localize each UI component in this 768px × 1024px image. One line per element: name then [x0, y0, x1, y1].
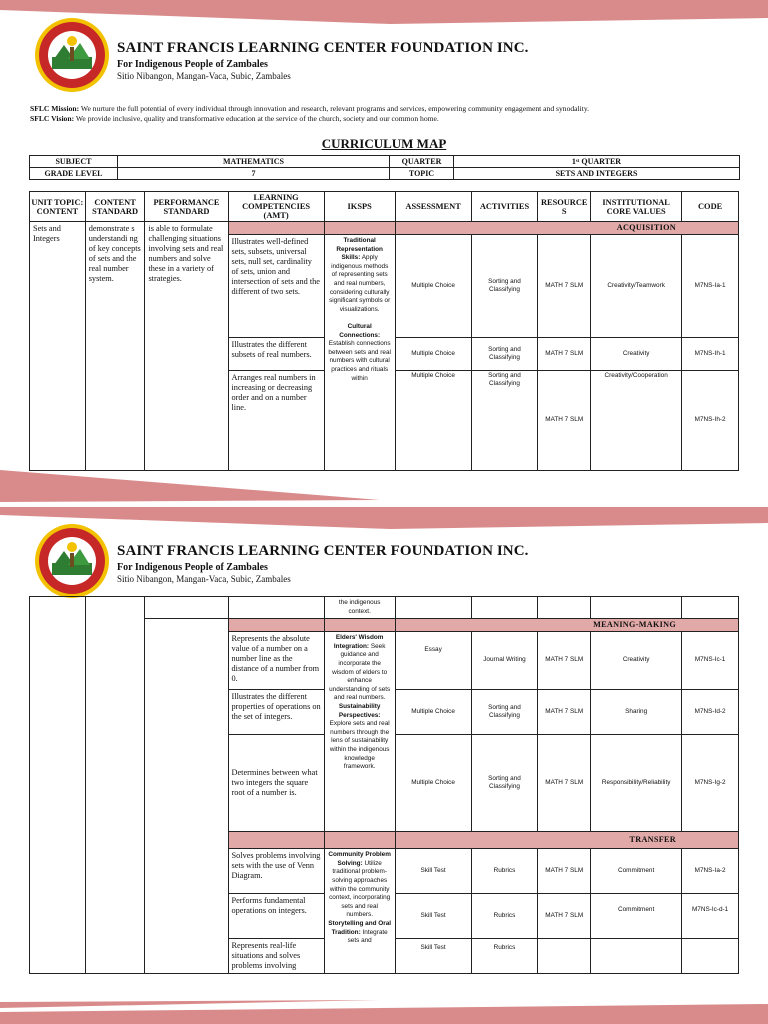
- column-header-performance: PERFORMANCE STANDARD: [145, 192, 228, 222]
- content-standard-cell: [85, 597, 145, 974]
- vision-label: SFLC Vision:: [30, 113, 75, 123]
- code-cell: M7NS-Ig-2: [682, 735, 739, 832]
- content-standard-cell: demonstrate s understandi ng of key concepts of sets and the real number system.: [85, 222, 145, 471]
- org-address: Sitio Nibangon, Mangan-Vaca, Subic, Zambales: [117, 574, 291, 584]
- org-header: [117, 40, 529, 81]
- page-1: [0, 0, 768, 505]
- code-cell: M7NS-Ia-1: [682, 235, 739, 338]
- assessment-cell: Skill Test: [395, 894, 471, 939]
- org-address: Sitio Nibangon, Mangan-Vaca, Subic, Zambales: [117, 71, 291, 81]
- values-cell: Responsibility/Reliability: [591, 735, 682, 832]
- quarter-label: QUARTER: [390, 156, 454, 168]
- iksps-cell-continued: the indigenous context.: [324, 597, 395, 619]
- resources-cell: MATH 7 SLM: [538, 690, 591, 735]
- values-cell: Sharing: [591, 690, 682, 735]
- topic-value: SETS AND INTEGERS: [454, 168, 740, 180]
- mission-label: SFLC Mission:: [30, 104, 80, 113]
- column-header-competencies: LEARNING COMPETENCIES (AMT): [228, 192, 324, 222]
- section-transfer: TRANSFER: [395, 832, 738, 849]
- values-cell: Creativity/Teamwork: [591, 235, 682, 338]
- iksps-cell-meaning: Elders' Wisdom Integration: Seek guidance and incorporate the wisdom of elders to enhance understanding of sets and real numbers. Sustainability Perspectives: Explore sets and real numbers through the lens of sustainability within the indigenous knowledge framework.: [324, 632, 395, 832]
- iksps-title: Traditional Representation Skills:: [336, 237, 383, 262]
- topic-label: TOPIC: [390, 168, 454, 180]
- code-cell: M7NS-Ic-d-1: [682, 894, 739, 939]
- competency-cell: Solves problems involving sets with the use of Venn Diagram.: [228, 849, 324, 894]
- vision-line: [30, 114, 740, 124]
- assessment-cell: Skill Test: [395, 939, 471, 974]
- curriculum-table-page-1: [29, 191, 739, 471]
- assessment-cell: Multiple Choice: [395, 690, 471, 735]
- org-name: SAINT FRANCIS LEARNING CENTER FOUNDATION INC.: [117, 543, 529, 559]
- activities-cell: Sorting and Classifying: [471, 690, 538, 735]
- section-acquisition: ACQUISITION: [395, 222, 738, 235]
- column-header-values: INSTITUTIONAL CORE VALUES: [591, 192, 682, 222]
- page-2: [0, 505, 768, 1024]
- org-subtitle: For Indigenous People of Zambales: [117, 562, 268, 573]
- grade-value: 7: [118, 168, 390, 180]
- activities-cell: Rubrics: [471, 939, 538, 974]
- school-logo: [34, 17, 110, 93]
- unit-topic-cell: Sets and Integers: [30, 222, 86, 471]
- assessment-cell: Multiple Choice: [395, 235, 471, 338]
- resources-cell: MATH 7 SLM: [538, 632, 591, 690]
- grade-label: GRADE LEVEL: [30, 168, 118, 180]
- column-header-content: CONTENT STANDARD: [85, 192, 145, 222]
- activities-cell: Sorting and Classifying: [471, 735, 538, 832]
- iksps-cell-transfer: Community Problem Solving: Utilize traditional problem-solving approaches within the community context, incorporating sets and real numbers. Storytelling and Oral Tradition: Integrate sets and: [324, 849, 395, 974]
- activities-cell: Rubrics: [471, 849, 538, 894]
- performance-standard-cell: [145, 619, 228, 974]
- activities-cell: Journal Writing: [471, 632, 538, 690]
- curriculum-table-page-2: [29, 596, 739, 974]
- org-subtitle: For Indigenous People of Zambales: [117, 59, 268, 70]
- values-cell: Creativity/Cooperation: [591, 371, 682, 471]
- code-cell: M7NS-Ih-2: [682, 371, 739, 471]
- code-cell: M7NS-Id-2: [682, 690, 739, 735]
- column-header-iksps: IKSPS: [324, 192, 395, 222]
- competency-cell: Arranges real numbers in increasing or decreasing order and on a number line.: [228, 371, 324, 471]
- iksps-title: Sustainability Perspectives:: [338, 702, 381, 719]
- section-meaning-making: MEANING-MAKING: [395, 619, 738, 632]
- mission-vision: [30, 104, 740, 123]
- info-table: [29, 155, 740, 180]
- values-cell: Commitment: [591, 894, 682, 939]
- column-header-code: CODE: [682, 192, 739, 222]
- values-cell: [591, 939, 682, 974]
- mission-line: [30, 104, 740, 114]
- performance-standard-cell: is able to formulate challenging situations involving sets and real numbers and solve these in a variety of strategies.: [145, 222, 228, 471]
- mission-text: We nurture the full potential of every individual through innovation and research, relevant programs and services, empowering community engagement and synodality.: [79, 104, 590, 113]
- vision-text: We provide inclusive, quality and transformative education at the service of the church, society and our common home.: [74, 113, 439, 123]
- resources-cell: MATH 7 SLM: [538, 735, 591, 832]
- activities-cell: Sorting and Classifying: [471, 235, 538, 338]
- values-cell: Creativity: [591, 338, 682, 371]
- assessment-cell: Essay: [395, 632, 471, 690]
- values-cell: Commitment: [591, 849, 682, 894]
- column-header-assessment: ASSESSMENT: [395, 192, 471, 222]
- quarter-value: 1ˢᵗ QUARTER: [454, 156, 740, 168]
- org-header: [117, 543, 529, 584]
- assessment-cell: Multiple Choice: [395, 371, 471, 471]
- iksps-title: Cultural Connections:: [339, 322, 381, 339]
- competency-cell: Performs fundamental operations on integers.: [228, 894, 324, 939]
- assessment-cell: Multiple Choice: [395, 338, 471, 371]
- column-header-activities: ACTIVITIES: [471, 192, 538, 222]
- competency-cell: Illustrates the different properties of operations on the set of integers.: [228, 690, 324, 735]
- assessment-cell: Multiple Choice: [395, 735, 471, 832]
- resources-cell: MATH 7 SLM: [538, 894, 591, 939]
- subject-label: SUBJECT: [30, 156, 118, 168]
- code-cell: M7NS-Ia-2: [682, 849, 739, 894]
- activities-cell: Sorting and Classifying: [471, 338, 538, 371]
- resources-cell: MATH 7 SLM: [538, 371, 591, 471]
- iksps-cell-acquisition: Traditional Representation Skills: Apply indigenous methods of representing sets and real numbers, considering culturally significant symbols or visualizations. Cultural Connections: Establish connections between sets and real numbers with cultural practices and rituals within: [324, 235, 395, 471]
- values-cell: Creativity: [591, 632, 682, 690]
- competency-cell: Illustrates well-defined sets, subsets, universal sets, null set, cardinality of sets, union and intersection of sets and the different of two sets.: [228, 235, 324, 338]
- competency-cell: Represents the absolute value of a number on a number line as the distance of a number from 0.: [228, 632, 324, 690]
- resources-cell: MATH 7 SLM: [538, 338, 591, 371]
- competency-cell: Represents real-life situations and solves problems involving: [228, 939, 324, 974]
- assessment-cell: Skill Test: [395, 849, 471, 894]
- activities-cell: Rubrics: [471, 894, 538, 939]
- competency-cell: Determines between what two integers the square root of a number is.: [228, 735, 324, 832]
- resources-cell: MATH 7 SLM: [538, 849, 591, 894]
- code-cell: [682, 939, 739, 974]
- competency-cell: Illustrates the different subsets of real numbers.: [228, 338, 324, 371]
- subject-value: MATHEMATICS: [118, 156, 390, 168]
- resources-cell: MATH 7 SLM: [538, 235, 591, 338]
- code-cell: M7NS-Ic-1: [682, 632, 739, 690]
- org-name: SAINT FRANCIS LEARNING CENTER FOUNDATION INC.: [117, 40, 529, 56]
- column-header-unit: UNIT TOPIC: CONTENT: [30, 192, 86, 222]
- iksps-title: Storytelling and Oral Tradition:: [328, 919, 392, 936]
- document-title: CURRICULUM MAP: [321, 136, 447, 151]
- school-logo: [34, 523, 110, 599]
- column-header-resources: RESOURCE S: [538, 192, 591, 222]
- unit-topic-cell: [30, 597, 86, 974]
- iksps-title: Elders' Wisdom Integration:: [333, 634, 384, 650]
- resources-cell: [538, 939, 591, 974]
- iksps-title: Community Problem Solving:: [328, 851, 391, 867]
- code-cell: M7NS-Ih-1: [682, 338, 739, 371]
- activities-cell: Sorting and Classifying: [471, 371, 538, 471]
